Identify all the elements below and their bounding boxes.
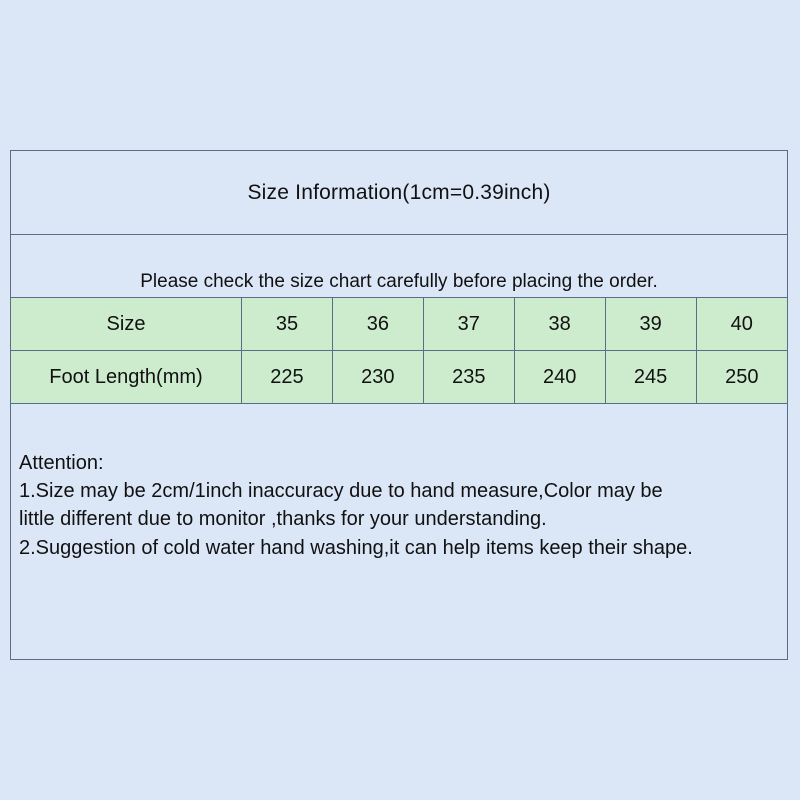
size-cell-40: 40	[696, 298, 787, 351]
size-cell-35: 35	[242, 298, 333, 351]
foot-length-cell-37: 235	[423, 351, 514, 404]
size-cell-39: 39	[605, 298, 696, 351]
size-chart-notice: Please check the size chart carefully before placing the order.	[140, 271, 658, 292]
foot-length-cell-38: 240	[514, 351, 605, 404]
title-row	[11, 151, 787, 235]
size-cell-38: 38	[514, 298, 605, 351]
row-header-foot-length: Foot Length(mm)	[11, 351, 242, 404]
size-cell-37: 37	[423, 298, 514, 351]
notice-row	[11, 235, 787, 297]
table-row	[11, 351, 787, 404]
attention-line-1a: 1.Size may be 2cm/1inch inaccuracy due to hand measure,Color may be	[19, 480, 663, 502]
attention-block	[11, 404, 787, 562]
attention-heading: Attention:	[19, 452, 104, 474]
foot-length-cell-40: 250	[696, 351, 787, 404]
foot-length-cell-35: 225	[242, 351, 333, 404]
size-chart-card	[10, 150, 788, 660]
size-table	[11, 297, 787, 404]
table-row	[11, 298, 787, 351]
page-title: Size Information(1cm=0.39inch)	[247, 180, 551, 204]
foot-length-cell-39: 245	[605, 351, 696, 404]
attention-line-2: 2.Suggestion of cold water hand washing,it can help items keep their shape.	[19, 536, 693, 559]
foot-length-cell-36: 230	[332, 351, 423, 404]
attention-line-1b: little different due to monitor ,thanks for your understanding.	[19, 508, 547, 531]
size-cell-36: 36	[332, 298, 423, 351]
row-header-size: Size	[11, 298, 242, 351]
